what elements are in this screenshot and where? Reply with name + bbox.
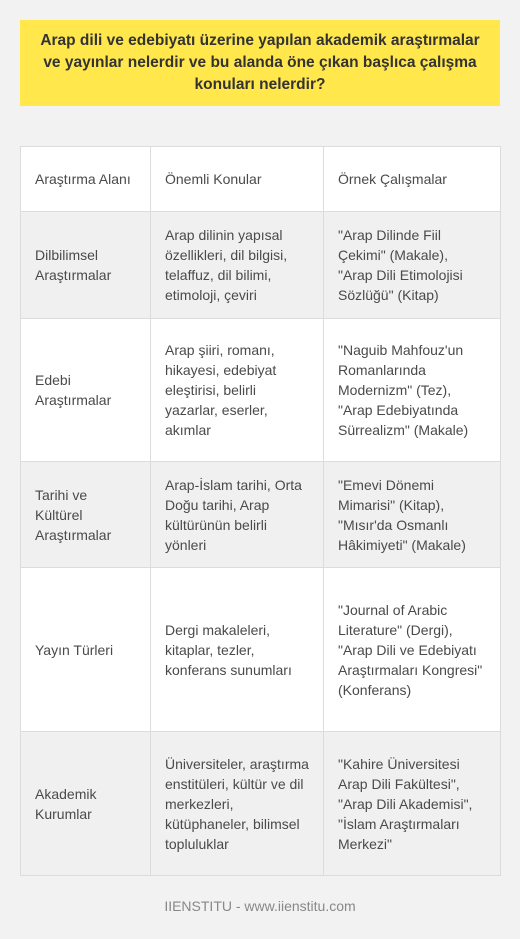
cell-example-works: "Journal of Arabic Literature" (Dergi), "Arap Dili ve Edebiyatı Araştırmaları Kongresi" (Konferans) <box>324 568 501 732</box>
cell-example-works: "Arap Dilinde Fiil Çekimi" (Makale), "Arap Dili Etimolojisi Sözlüğü" (Kitap) <box>324 212 501 319</box>
table-row <box>21 212 501 319</box>
page-title: Arap dili ve edebiyatı üzerine yapılan akademik araştırmalar ve yayınlar nelerdir ve bu alanda öne çıkan başlıca çalışma konuları nelerdir? <box>40 32 480 93</box>
research-table <box>20 146 501 876</box>
table-row <box>21 732 501 876</box>
header-important-topics: Önemli Konular <box>151 147 324 212</box>
cell-research-area: Dilbilimsel Araştırmalar <box>21 212 151 319</box>
footer-credit: IIENSTITU - www.iienstitu.com <box>164 898 356 914</box>
cell-example-works: "Kahire Üniversitesi Arap Dili Fakültesi", "Arap Dili Akademisi", "İslam Araştırmaları Merkezi" <box>324 732 501 876</box>
cell-research-area: Akademik Kurumlar <box>21 732 151 876</box>
cell-research-area: Edebi Araştırmalar <box>21 319 151 462</box>
table-row <box>21 462 501 568</box>
header-example-works: Örnek Çalışmalar <box>324 147 501 212</box>
table-header-row <box>21 147 501 212</box>
cell-research-area: Tarihi ve Kültürel Araştırmalar <box>21 462 151 568</box>
cell-important-topics: Arap-İslam tarihi, Orta Doğu tarihi, Arap kültürünün belirli yönleri <box>151 462 324 568</box>
cell-example-works: "Emevi Dönemi Mimarisi" (Kitap), "Mısır'da Osmanlı Hâkimiyeti" (Makale) <box>324 462 501 568</box>
cell-example-works: "Naguib Mahfouz'un Romanlarında Modernizm" (Tez), "Arap Edebiyatında Sürrealizm" (Makale) <box>324 319 501 462</box>
table-row <box>21 568 501 732</box>
cell-important-topics: Arap dilinin yapısal özellikleri, dil bilgisi, telaffuz, dil bilimi, etimoloji, çeviri <box>151 212 324 319</box>
cell-important-topics: Arap şiiri, romanı, hikayesi, edebiyat eleştirisi, belirli yazarlar, eserler, akımlar <box>151 319 324 462</box>
cell-important-topics: Dergi makaleleri, kitaplar, tezler, konferans sunumları <box>151 568 324 732</box>
title-banner <box>20 20 500 106</box>
header-research-area: Araştırma Alanı <box>21 147 151 212</box>
table-row <box>21 319 501 462</box>
cell-research-area: Yayın Türleri <box>21 568 151 732</box>
cell-important-topics: Üniversiteler, araştırma enstitüleri, kültür ve dil merkezleri, kütüphaneler, bilimsel topluluklar <box>151 732 324 876</box>
